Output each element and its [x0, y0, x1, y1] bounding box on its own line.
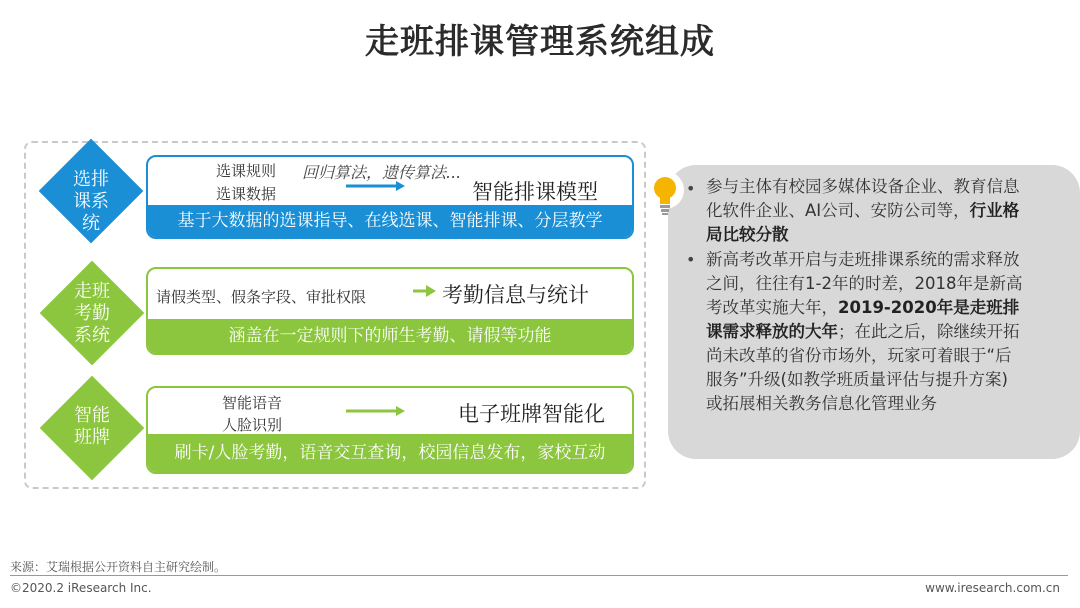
module-2-label-line: 走班	[74, 281, 110, 302]
module-2-label-line: 考勤	[74, 303, 110, 324]
module-3-input-1: 智能语音	[222, 394, 283, 412]
module-1-input-1: 选课规则	[216, 162, 277, 180]
footer-divider	[10, 575, 1068, 576]
module-1-input-2: 选课数据	[216, 185, 277, 203]
module-1-label	[46, 169, 136, 235]
text-line: 考改革实施大年，	[706, 298, 838, 317]
module-3-arrow-icon	[346, 405, 406, 417]
module-3-label	[47, 405, 137, 449]
module-2-arrow-icon	[413, 284, 437, 298]
module-2-result: 考勤信息与统计	[442, 283, 589, 307]
text-line: 新高考改革开启与走班排课系统的需求释放	[706, 250, 1020, 269]
module-1-result: 智能排课模型	[472, 180, 598, 204]
text-line: ；在此之后，除继续开拓	[838, 322, 1020, 341]
bullet-1-dot: •	[686, 179, 696, 198]
module-3-label-line: 班牌	[74, 427, 110, 448]
page-title: 走班排课管理系统组成	[365, 22, 715, 62]
module-3-result: 电子班牌智能化	[458, 402, 605, 426]
module-2-band: 涵盖在一定规则下的师生考勤、请假等功能	[148, 319, 632, 353]
text-line: 参与主体有校园多媒体设备企业、教育信息	[706, 177, 1020, 196]
insight-bullet-1	[706, 175, 1062, 247]
bullet-2-dot: •	[686, 250, 696, 269]
module-1-label-line: 统	[82, 213, 100, 234]
module-1-band: 基于大数据的选课指导、在线选课、智能排课、分层教学	[148, 205, 632, 237]
bold-text: 课需求释放的大年	[706, 322, 838, 341]
text-line: 化软件企业、AI公司、安防公司等，	[706, 201, 970, 220]
bold-text: 局比较分散	[706, 225, 789, 244]
text-line: 或拓展相关教务信息化管理业务	[706, 394, 937, 413]
text-line: 之间，往往有1-2年的时差，2018年是新高	[706, 274, 1023, 293]
text-line: 服务”升级(如教学班质量评估与提升方案)	[706, 370, 1008, 389]
module-3-band: 刷卡/人脸考勤，语音交互查询，校园信息发布，家校互动	[148, 434, 632, 472]
module-3-input-2: 人脸识别	[222, 416, 283, 434]
site-url: www.iresearch.com.cn	[925, 581, 1060, 595]
module-1-label-line: 选排	[73, 169, 109, 190]
source-note: 来源：艾瑞根据公开资料自主研究绘制。	[10, 560, 227, 574]
module-2-input: 请假类型、假条字段、审批权限	[156, 288, 367, 306]
module-2-label-line: 系统	[74, 325, 110, 346]
text-line: 尚未改革的省份市场外，玩家可着眼于“后	[706, 346, 1012, 365]
bold-text: 行业格	[969, 201, 1020, 220]
copyright: ©2020.2 iResearch Inc.	[10, 581, 152, 595]
module-1-algorithm: 回归算法，遗传算法...	[302, 163, 462, 182]
insight-bullet-2	[706, 248, 1062, 416]
bold-text: 2019-2020年是走班排	[838, 298, 1020, 317]
module-3-label-line: 智能	[74, 405, 110, 426]
lightbulb-icon	[644, 169, 686, 219]
module-1-label-line: 课系	[73, 191, 109, 212]
module-2-label	[47, 281, 137, 347]
module-1-arrow-icon	[346, 180, 406, 192]
